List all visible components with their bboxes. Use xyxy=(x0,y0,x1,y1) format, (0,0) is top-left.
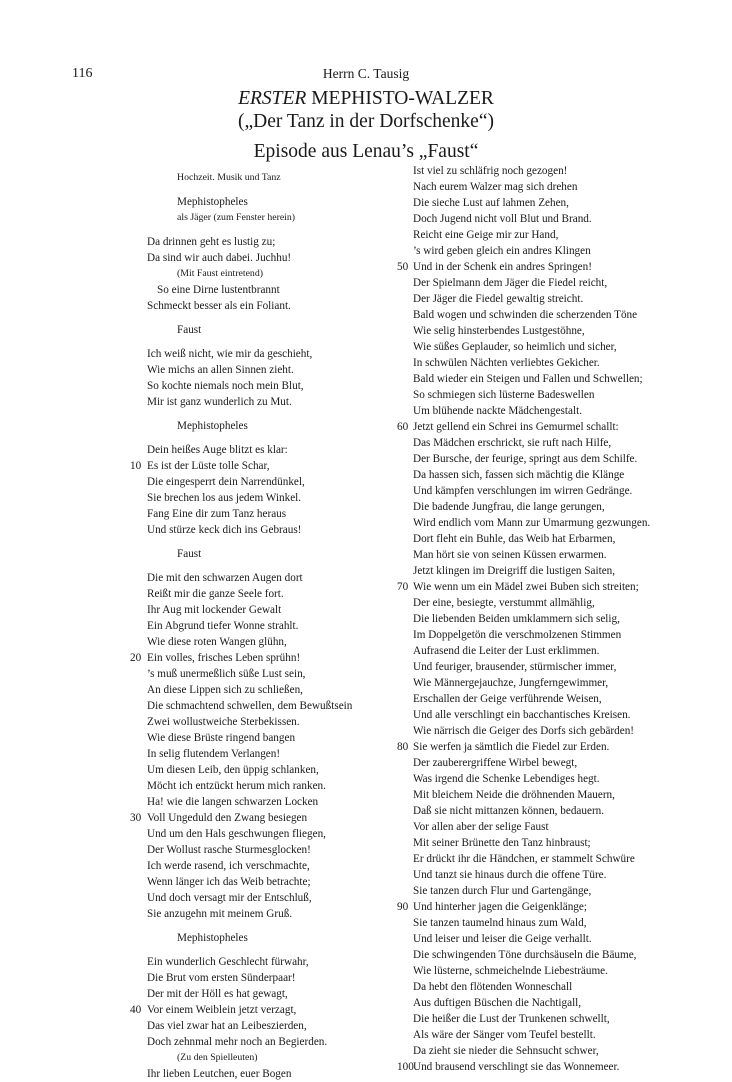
verse-line xyxy=(413,627,663,643)
stanza-gap xyxy=(147,410,369,418)
verse-line xyxy=(413,819,663,835)
verse-text: Ich werde rasend, ich verschmachte, xyxy=(147,860,310,872)
verse-line xyxy=(413,275,663,291)
verse-line xyxy=(130,1002,369,1018)
line-number: 40 xyxy=(130,1004,142,1016)
title-italic: ERSTER xyxy=(238,88,307,109)
verse-text: Wie wenn um ein Mädel zwei Buben sich streiten; xyxy=(413,581,639,593)
verse-line xyxy=(147,762,369,778)
verse-line xyxy=(397,1059,663,1075)
verse-line xyxy=(413,355,663,371)
verse-text: Wie süßes Geplauder, so heimlich und sicher, xyxy=(413,341,617,353)
line-number: 10 xyxy=(130,460,142,472)
verse-line xyxy=(413,691,663,707)
verse-line xyxy=(147,746,369,762)
verse-line xyxy=(413,211,663,227)
verse-line xyxy=(147,250,369,266)
verse-text: Mephistopheles xyxy=(177,932,248,944)
verse-text: Und doch versagt mir der Entschluß, xyxy=(147,892,312,904)
verse-text: Reicht eine Geige mir zur Hand, xyxy=(413,229,559,241)
verse-text: Ein volles, frisches Leben sprühn! xyxy=(147,652,301,664)
verse-line xyxy=(147,842,369,858)
verse-line xyxy=(147,346,369,362)
verse-text: Dort fleht ein Buhle, das Weib hat Erbarmen, xyxy=(413,533,616,545)
verse-text: Er drückt ihr die Händchen, er stammelt Schwüre xyxy=(413,853,635,865)
stanza-gap xyxy=(147,538,369,546)
verse-text: Reißt mir die ganze Seele fort. xyxy=(147,588,284,600)
verse-line xyxy=(147,1018,369,1034)
line-number: 30 xyxy=(130,812,142,824)
verse-line xyxy=(147,698,369,714)
verse-text: ’s muß unermeßlich süße Lust sein, xyxy=(147,668,306,680)
verse-text: Die Brut vom ersten Sünderpaar! xyxy=(147,972,296,984)
verse-text: Die heißer die Lust der Trunkenen schwellt, xyxy=(413,1013,610,1025)
verse-line xyxy=(413,307,663,323)
verse-line xyxy=(130,650,369,666)
verse-line xyxy=(413,387,663,403)
verse-text: Man hört sie von seinen Küssen erwarmen. xyxy=(413,549,607,561)
verse-text: Wenn länger ich das Weib betrachte; xyxy=(147,876,311,888)
verse-line xyxy=(413,947,663,963)
verse-text: (Zu den Spielleuten) xyxy=(177,1052,258,1063)
verse-text: Ihr lieben Leutchen, euer Bogen xyxy=(147,1068,292,1080)
verse-text: An diese Lippen sich zu schließen, xyxy=(147,684,303,696)
verse-line xyxy=(413,179,663,195)
verse-text: Da zieht sie nieder die Sehnsucht schwer, xyxy=(413,1045,599,1057)
verse-text: Im Doppelgetön die verschmolzenen Stimmen xyxy=(413,629,622,641)
line-number: 100 xyxy=(397,1061,414,1073)
verse-text: Faust xyxy=(177,548,202,560)
stanza-gap xyxy=(147,946,369,954)
verse-line xyxy=(413,451,663,467)
verse-line xyxy=(147,170,369,186)
stanza-gap xyxy=(147,226,369,234)
verse-line xyxy=(147,602,369,618)
verse-line xyxy=(147,682,369,698)
verse-text: Wie Männergejauchze, Jungferngewimmer, xyxy=(413,677,609,689)
verse-text: Wie diese roten Wangen glühn, xyxy=(147,636,287,648)
verse-line xyxy=(413,867,663,883)
verse-line xyxy=(413,467,663,483)
verse-text: Schmeckt besser als ein Foliant. xyxy=(147,300,291,312)
verse-text: Mir ist ganz wunderlich zu Mut. xyxy=(147,396,292,408)
verse-line xyxy=(413,883,663,899)
verse-line xyxy=(147,362,369,378)
subtitle-dorfschenke: („Der Tanz in der Dorfschenke“) xyxy=(238,111,494,132)
verse-line xyxy=(147,266,369,282)
verse-text: Ein wunderlich Geschlecht fürwahr, xyxy=(147,956,309,968)
verse-line xyxy=(147,1050,369,1066)
verse-line xyxy=(397,899,663,915)
verse-text: Die schwingenden Töne durchsäuseln die Bäume, xyxy=(413,949,637,961)
page-title xyxy=(0,88,732,110)
verse-line xyxy=(413,931,663,947)
line-number: 70 xyxy=(397,581,409,593)
verse-text: Bald wogen und schwinden die scherzenden Töne xyxy=(413,309,638,321)
verse-line xyxy=(397,419,663,435)
verse-line xyxy=(413,835,663,851)
verse-text: Nach eurem Walzer mag sich drehen xyxy=(413,181,578,193)
verse-text: So eine Dirne lustentbrannt xyxy=(157,284,280,296)
verse-line xyxy=(147,890,369,906)
right-column xyxy=(397,163,663,1075)
verse-line xyxy=(147,194,369,210)
verse-line xyxy=(413,531,663,547)
verse-line xyxy=(147,282,369,298)
verse-text: In selig flutendem Verlangen! xyxy=(147,748,281,760)
verse-line xyxy=(413,755,663,771)
verse-text: Dein heißes Auge blitzt es klar: xyxy=(147,444,288,456)
verse-text: Es ist der Lüste tolle Schar, xyxy=(147,460,270,472)
verse-text: Das viel zwar hat an Leibeszierden, xyxy=(147,1020,307,1032)
verse-line xyxy=(147,442,369,458)
verse-line xyxy=(147,634,369,650)
verse-text: Mit bleichem Neide die dröhnenden Mauern, xyxy=(413,789,615,801)
verse-text: Und hinterher jagen die Geigenklänge; xyxy=(413,901,587,913)
verse-text: Hochzeit. Musik und Tanz xyxy=(177,172,281,183)
verse-line xyxy=(147,1034,369,1050)
verse-text: Der mit der Höll es hat gewagt, xyxy=(147,988,288,1000)
verse-line xyxy=(413,787,663,803)
verse-text: So schmiegen sich lüsterne Badeswellen xyxy=(413,389,595,401)
verse-text: Sie tanzen durch Flur und Gartengänge, xyxy=(413,885,592,897)
verse-line xyxy=(147,714,369,730)
verse-text: Sie werfen ja sämtlich die Fiedel zur Erden. xyxy=(413,741,610,753)
verse-line xyxy=(147,730,369,746)
verse-text: So kochte niemals noch mein Blut, xyxy=(147,380,304,392)
verse-line xyxy=(413,723,663,739)
verse-text: Doch zehnmal mehr noch an Begierden. xyxy=(147,1036,328,1048)
verse-line xyxy=(413,243,663,259)
line-number: 90 xyxy=(397,901,409,913)
verse-line xyxy=(413,563,663,579)
verse-line xyxy=(413,851,663,867)
verse-text: (Mit Faust eintretend) xyxy=(177,268,263,279)
verse-text: Wie närrisch die Geiger des Dorfs sich gebärden! xyxy=(413,725,635,737)
verse-text: Die eingesperrt dein Narrendünkel, xyxy=(147,476,305,488)
verse-line xyxy=(413,339,663,355)
verse-text: Um blühende nackte Mädchengestalt. xyxy=(413,405,582,417)
verse-line xyxy=(147,618,369,634)
verse-text: Wie lüsterne, schmeichelnde Liebesträume. xyxy=(413,965,608,977)
verse-text: Erschallen der Geige verführende Weisen, xyxy=(413,693,602,705)
verse-text: Und kämpfen verschlungen im wirren Gedränge. xyxy=(413,485,633,497)
verse-text: Fang Eine dir zum Tanz heraus xyxy=(147,508,287,520)
subtitle-episode: Episode aus Lenau’s „Faust“ xyxy=(253,141,479,162)
verse-line xyxy=(413,195,663,211)
verse-line xyxy=(147,666,369,682)
line-number: 80 xyxy=(397,741,409,753)
verse-text: In schwülen Nächten verliebtes Gekicher. xyxy=(413,357,600,369)
verse-text: Jetzt gellend ein Schrei ins Gemurmel schallt: xyxy=(413,421,619,433)
verse-line xyxy=(147,394,369,410)
verse-text: Das Mädchen erschrickt, sie ruft nach Hilfe, xyxy=(413,437,612,449)
verse-line xyxy=(413,675,663,691)
verse-text: Die badende Jungfrau, die lange gerungen, xyxy=(413,501,605,513)
verse-line xyxy=(413,995,663,1011)
verse-line xyxy=(147,778,369,794)
verse-line xyxy=(413,963,663,979)
verse-text: Da hassen sich, fassen sich mächtig die Klänge xyxy=(413,469,625,481)
verse-line xyxy=(147,506,369,522)
verse-line xyxy=(413,771,663,787)
verse-line xyxy=(147,474,369,490)
verse-text: Der zauberergriffene Wirbel bewegt, xyxy=(413,757,578,769)
verse-text: Wie diese Brüste ringend bangen xyxy=(147,732,296,744)
verse-line xyxy=(413,1043,663,1059)
verse-line xyxy=(130,810,369,826)
verse-text: Wird endlich vom Mann zur Umarmung gezwungen. xyxy=(413,517,651,529)
verse-line xyxy=(413,371,663,387)
verse-text: Der Wollust rasche Sturmesglocken! xyxy=(147,844,311,856)
line-number: 20 xyxy=(130,652,142,664)
stanza-gap xyxy=(147,186,369,194)
stanza-gap xyxy=(147,434,369,442)
verse-text: Wie selig hinsterbendes Lustgestöhne, xyxy=(413,325,585,337)
verse-line xyxy=(147,522,369,538)
page-number: 116 xyxy=(72,66,93,81)
verse-line xyxy=(413,499,663,515)
verse-line xyxy=(397,259,663,275)
verse-line xyxy=(413,403,663,419)
verse-line xyxy=(413,659,663,675)
verse-text: Und um den Hals geschwungen fliegen, xyxy=(147,828,326,840)
verse-line xyxy=(147,210,369,226)
verse-line xyxy=(147,970,369,986)
verse-line xyxy=(413,707,663,723)
verse-text: Die schmachtend schwellen, dem Bewußtsein xyxy=(147,700,353,712)
verse-line xyxy=(413,483,663,499)
line-number: 60 xyxy=(397,421,409,433)
verse-text: Der Spielmann dem Jäger die Fiedel reicht, xyxy=(413,277,608,289)
verse-text: Ist viel zu schläfrig noch gezogen! xyxy=(413,165,568,177)
verse-text: Die sieche Lust auf lahmen Zehen, xyxy=(413,197,569,209)
verse-line xyxy=(147,930,369,946)
verse-text: Mephistopheles xyxy=(177,196,248,208)
verse-text: Ich weiß nicht, wie mir da geschieht, xyxy=(147,348,313,360)
verse-text: Da sind wir auch dabei. Juchhu! xyxy=(147,252,292,264)
verse-line xyxy=(130,458,369,474)
verse-text: Und leiser und leiser die Geige verhallt. xyxy=(413,933,592,945)
verse-line xyxy=(147,418,369,434)
verse-line xyxy=(147,906,369,922)
running-head: Herrn C. Tausig xyxy=(322,66,410,81)
verse-text: ’s wird geben gleich ein andres Klingen xyxy=(413,245,591,257)
verse-text: Aus duftigen Büschen die Nachtigall, xyxy=(413,997,582,1009)
verse-text: Der Jäger die Fiedel gewaltig streicht. xyxy=(413,293,584,305)
verse-text: Und brausend verschlingt sie das Wonnemeer. xyxy=(413,1061,620,1073)
verse-line xyxy=(147,298,369,314)
title-rest: MEPHISTO-WALZER xyxy=(306,88,494,109)
verse-line xyxy=(147,322,369,338)
verse-text: Zwei wollustweiche Sterbekissen. xyxy=(147,716,300,728)
verse-text: Sie brechen los aus jedem Winkel. xyxy=(147,492,302,504)
verse-text: Jetzt klingen im Dreigriff die lustigen Saiten, xyxy=(413,565,616,577)
verse-text: Und in der Schenk ein andres Springen! xyxy=(413,261,592,273)
verse-line xyxy=(413,1027,663,1043)
verse-text: Möcht ich entzückt herum mich ranken. xyxy=(147,780,326,792)
verse-line xyxy=(413,803,663,819)
verse-text: Als wäre der Sänger vom Teufel bestellt. xyxy=(413,1029,596,1041)
verse-line xyxy=(413,227,663,243)
verse-line xyxy=(413,595,663,611)
verse-line xyxy=(413,435,663,451)
verse-text: Wie michs an allen Sinnen zieht. xyxy=(147,364,294,376)
verse-line xyxy=(147,1066,369,1082)
verse-text: Mephistopheles xyxy=(177,420,248,432)
verse-text: als Jäger (zum Fenster herein) xyxy=(177,212,296,223)
verse-text: Und alle verschlingt ein bacchantisches Kreisen. xyxy=(413,709,631,721)
verse-text: Um diesen Leib, den üppig schlanken, xyxy=(147,764,319,776)
verse-line xyxy=(413,547,663,563)
verse-text: Bald wieder ein Steigen und Fallen und Schwellen; xyxy=(413,373,643,385)
stanza-gap xyxy=(147,922,369,930)
verse-line xyxy=(397,579,663,595)
verse-text: Und tanzt sie hinaus durch die offene Türe. xyxy=(413,869,607,881)
verse-line xyxy=(397,739,663,755)
stanza-gap xyxy=(147,314,369,322)
verse-line xyxy=(147,234,369,250)
verse-line xyxy=(147,874,369,890)
verse-line xyxy=(147,586,369,602)
verse-text: Die liebenden Beiden umklammern sich selig, xyxy=(413,613,620,625)
verse-text: Sie tanzen taumelnd hinaus zum Wald, xyxy=(413,917,587,929)
verse-line xyxy=(147,826,369,842)
left-column xyxy=(130,170,369,1082)
verse-text: Aufrasend die Leiter der Lust erklimmen. xyxy=(413,645,600,657)
verse-line xyxy=(147,858,369,874)
verse-line xyxy=(147,378,369,394)
verse-line xyxy=(413,291,663,307)
verse-text: Ein Abgrund tiefer Wonne strahlt. xyxy=(147,620,299,632)
verse-text: Und stürze keck dich ins Gebraus! xyxy=(147,524,302,536)
verse-line xyxy=(413,323,663,339)
verse-text: Da hebt den flötenden Wonneschall xyxy=(413,981,573,993)
verse-text: Doch Jugend nicht voll Blut und Brand. xyxy=(413,213,592,225)
verse-text: Da drinnen geht es lustig zu; xyxy=(147,236,276,248)
line-number: 50 xyxy=(397,261,409,273)
verse-line xyxy=(413,915,663,931)
verse-line xyxy=(147,546,369,562)
verse-text: Und feuriger, brausender, stürmischer immer, xyxy=(413,661,617,673)
verse-line xyxy=(413,1011,663,1027)
stanza-gap xyxy=(147,562,369,570)
verse-text: Vor einem Weiblein jetzt verzagt, xyxy=(147,1004,297,1016)
verse-text: Ihr Aug mit lockender Gewalt xyxy=(147,604,282,616)
verse-line xyxy=(147,986,369,1002)
verse-text: Was irgend die Schenke Lebendiges hegt. xyxy=(413,773,600,785)
verse-line xyxy=(413,979,663,995)
verse-line xyxy=(413,611,663,627)
verse-text: Voll Ungeduld den Zwang besiegen xyxy=(147,812,308,824)
verse-line xyxy=(147,490,369,506)
verse-line xyxy=(413,643,663,659)
verse-line xyxy=(147,794,369,810)
verse-text: Der Bursche, der feurige, springt aus dem Schilfe. xyxy=(413,453,638,465)
verse-text: Ha! wie die langen schwarzen Locken xyxy=(147,796,319,808)
verse-text: Der eine, besiegte, verstummt allmählig, xyxy=(413,597,595,609)
verse-text: Faust xyxy=(177,324,202,336)
verse-line xyxy=(147,954,369,970)
verse-text: Daß sie nicht mittanzen können, bedauern. xyxy=(413,805,605,817)
verse-text: Vor allen aber der selige Faust xyxy=(413,821,549,833)
verse-text: Sie anzugehn mit meinem Gruß. xyxy=(147,908,293,920)
stanza-gap xyxy=(147,338,369,346)
verse-text: Mit seiner Brünette den Tanz hinbraust; xyxy=(413,837,591,849)
verse-line xyxy=(413,515,663,531)
verse-text: Die mit den schwarzen Augen dort xyxy=(147,572,303,584)
verse-line xyxy=(147,570,369,586)
verse-line xyxy=(413,163,663,179)
